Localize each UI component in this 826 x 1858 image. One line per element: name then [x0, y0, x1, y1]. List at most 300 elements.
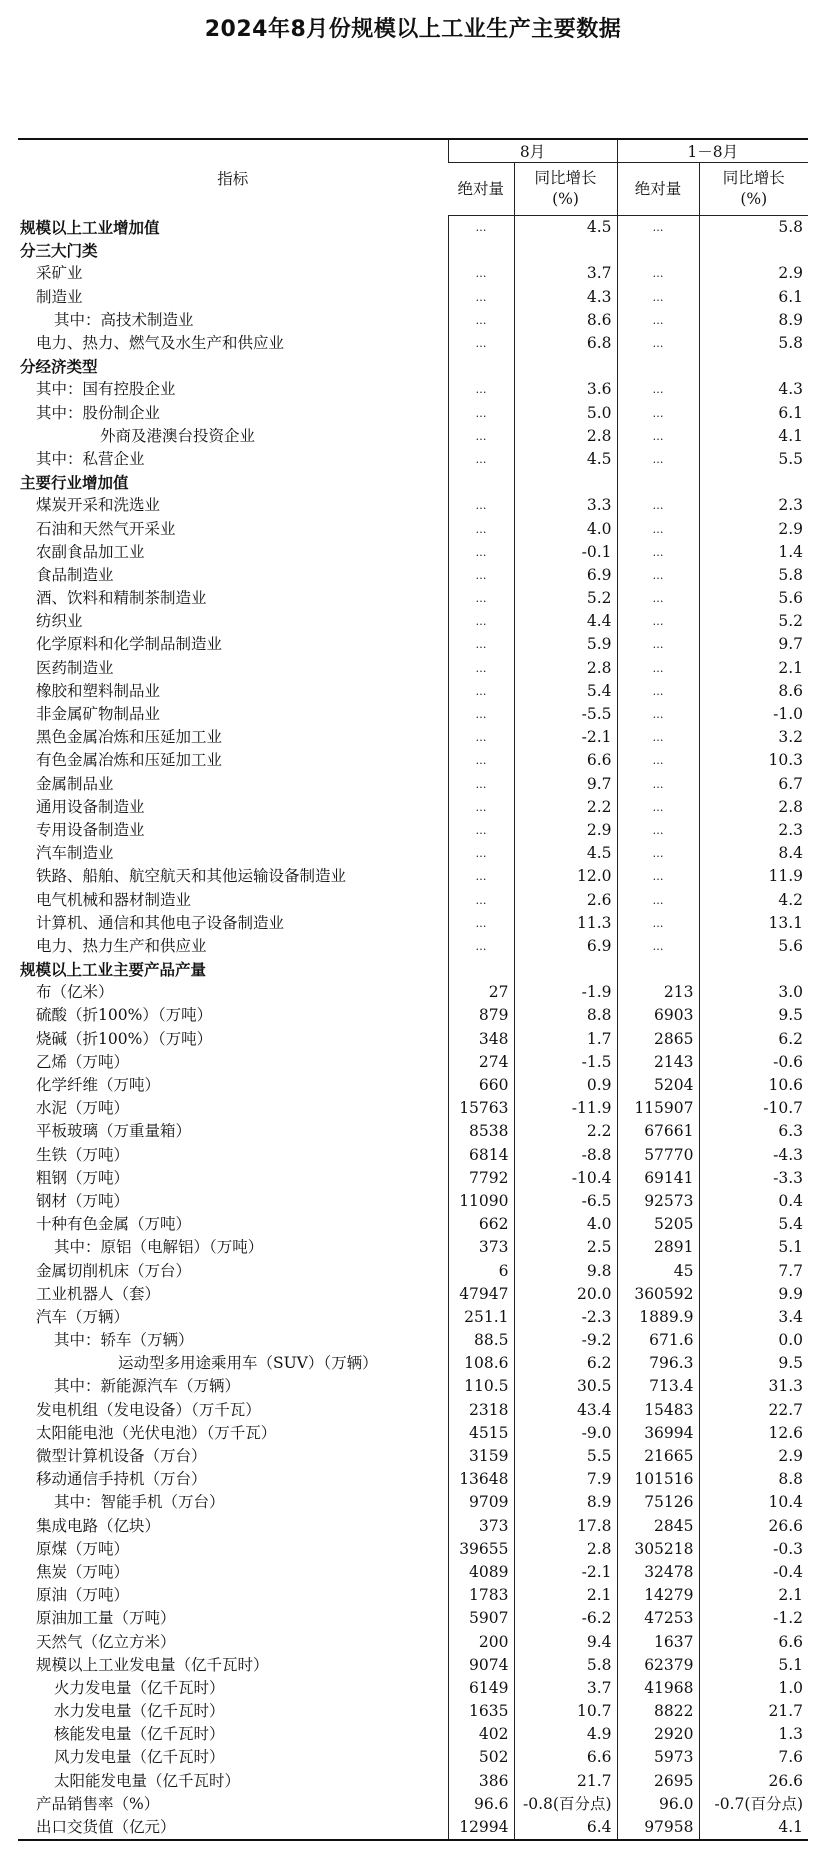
yoy-cum-cell: 21.7 — [699, 1700, 808, 1723]
yoy-aug-cell: 2.2 — [514, 796, 617, 819]
abs-cum-cell — [617, 471, 699, 494]
abs-aug-cell: 108.6 — [448, 1352, 514, 1375]
abs-cum-cell: 2891 — [617, 1236, 699, 1259]
table-row — [18, 378, 808, 401]
table-row — [18, 633, 808, 656]
table-row — [18, 448, 808, 471]
abs-cum-cell: … — [617, 587, 699, 610]
row-label: 焦炭（万吨） — [36, 1562, 130, 1581]
table-row — [18, 1028, 808, 1051]
abs-aug-cell: 88.5 — [448, 1329, 514, 1352]
yoy-aug-cell: 4.5 — [514, 842, 617, 865]
row-label: 通用设备制造业 — [36, 797, 145, 816]
abs-cum-cell: … — [617, 819, 699, 842]
row-label: 烧碱（折100%）（万吨） — [36, 1029, 213, 1048]
yoy-aug-cell — [514, 355, 617, 378]
row-label: 其中：股份制企业 — [36, 403, 161, 422]
table-row — [18, 1329, 808, 1352]
yoy-aug-cell: 20.0 — [514, 1283, 617, 1306]
table-row — [18, 773, 808, 796]
yoy-cum-cell — [699, 471, 808, 494]
abs-aug-cell: 251.1 — [448, 1306, 514, 1329]
yoy-aug-cell: 4.0 — [514, 1213, 617, 1236]
row-label: 平板玻璃（万重量箱） — [36, 1122, 192, 1141]
row-label: 微型计算机设备（万台） — [36, 1447, 207, 1466]
abs-cum-cell: 15483 — [617, 1399, 699, 1422]
table-row — [18, 1607, 808, 1630]
yoy-aug-cell — [514, 239, 617, 262]
row-label: 专用设备制造业 — [36, 820, 145, 839]
abs-aug-cell: … — [448, 680, 514, 703]
yoy-aug-cell: 4.5 — [514, 448, 617, 471]
yoy-aug-cell: -5.5 — [514, 703, 617, 726]
abs-aug-cell: 47947 — [448, 1283, 514, 1306]
row-label: 化学原料和化学制品制造业 — [36, 635, 223, 654]
table-row — [18, 726, 808, 749]
yoy-aug-cell: 0.9 — [514, 1074, 617, 1097]
abs-cum-cell: 796.3 — [617, 1352, 699, 1375]
row-label: 集成电路（亿块） — [36, 1516, 161, 1535]
row-label: 乙烯（万吨） — [36, 1052, 130, 1071]
table-body — [18, 216, 808, 1841]
abs-cum-cell: … — [617, 935, 699, 958]
yoy-cum-cell: 7.7 — [699, 1259, 808, 1282]
yoy-aug-cell: 8.6 — [514, 309, 617, 332]
row-label: 布（亿米） — [36, 983, 114, 1002]
yoy-cum-cell: -1.0 — [699, 703, 808, 726]
abs-cum-cell: … — [617, 332, 699, 355]
table-row — [18, 796, 808, 819]
header-abs-cum: 绝对量 — [617, 163, 699, 216]
abs-aug-cell: 5907 — [448, 1607, 514, 1630]
abs-aug-cell: … — [448, 425, 514, 448]
section-label: 主要行业增加值 — [20, 473, 129, 493]
row-label: 计算机、通信和其他电子设备制造业 — [36, 913, 285, 932]
table-row — [18, 819, 808, 842]
table-row — [18, 1352, 808, 1375]
abs-aug-cell: 6 — [448, 1259, 514, 1282]
yoy-cum-cell: 8.9 — [699, 309, 808, 332]
abs-cum-cell: 92573 — [617, 1190, 699, 1213]
header-yoy-cum-line1: 同比增长 — [722, 169, 785, 187]
table-row — [18, 1097, 808, 1120]
abs-cum-cell — [617, 239, 699, 262]
yoy-aug-cell: 2.1 — [514, 1584, 617, 1607]
abs-aug-cell: 96.6 — [448, 1793, 514, 1816]
abs-aug-cell: … — [448, 912, 514, 935]
table-row — [18, 749, 808, 772]
abs-aug-cell: 4089 — [448, 1561, 514, 1584]
section-row — [18, 239, 808, 262]
yoy-aug-cell: 5.9 — [514, 633, 617, 656]
abs-cum-cell: 2920 — [617, 1723, 699, 1746]
row-label: 医药制造业 — [36, 658, 114, 677]
yoy-aug-cell: 3.7 — [514, 262, 617, 285]
table-row — [18, 1468, 808, 1491]
row-label: 化学纤维（万吨） — [36, 1076, 161, 1095]
section-label: 规模以上工业增加值 — [20, 217, 160, 237]
abs-aug-cell: … — [448, 819, 514, 842]
table-row — [18, 1167, 808, 1190]
table-row — [18, 1236, 808, 1259]
section-row — [18, 471, 808, 494]
row-label: 汽车制造业 — [36, 844, 114, 863]
abs-cum-cell: … — [617, 564, 699, 587]
yoy-aug-cell: -6.5 — [514, 1190, 617, 1213]
table-row — [18, 1259, 808, 1282]
yoy-aug-cell: 2.9 — [514, 819, 617, 842]
data-table — [18, 138, 808, 1841]
abs-aug-cell: … — [448, 541, 514, 564]
yoy-cum-cell: -1.2 — [699, 1607, 808, 1630]
yoy-cum-cell: -0.3 — [699, 1538, 808, 1561]
abs-cum-cell: … — [617, 216, 699, 240]
abs-aug-cell: … — [448, 610, 514, 633]
abs-aug-cell: 7792 — [448, 1167, 514, 1190]
yoy-cum-cell: -0.4 — [699, 1561, 808, 1584]
header-yoy-aug-line1: 同比增长 — [534, 169, 597, 187]
abs-cum-cell: 5973 — [617, 1746, 699, 1769]
table-row — [18, 1004, 808, 1027]
abs-cum-cell: 671.6 — [617, 1329, 699, 1352]
row-label: 其中：新能源汽车（万辆） — [54, 1377, 241, 1396]
header-yoy-cum-line2: (%) — [740, 190, 768, 208]
abs-aug-cell — [448, 471, 514, 494]
header-yoy-cum — [699, 163, 808, 216]
yoy-aug-cell: 30.5 — [514, 1375, 617, 1398]
table-row — [18, 425, 808, 448]
abs-cum-cell: 2143 — [617, 1051, 699, 1074]
row-label: 十种有色金属（万吨） — [36, 1215, 192, 1234]
abs-aug-cell: 1635 — [448, 1700, 514, 1723]
abs-aug-cell: … — [448, 796, 514, 819]
yoy-aug-cell: 4.4 — [514, 610, 617, 633]
yoy-cum-cell: 4.1 — [699, 425, 808, 448]
table-row — [18, 1793, 808, 1816]
abs-cum-cell: … — [617, 888, 699, 911]
yoy-cum-cell: 4.3 — [699, 378, 808, 401]
yoy-cum-cell: -0.6 — [699, 1051, 808, 1074]
abs-aug-cell: 11090 — [448, 1190, 514, 1213]
table-row — [18, 1306, 808, 1329]
row-label: 原油加工量（万吨） — [36, 1609, 176, 1628]
header-period-august: 8月 — [448, 139, 617, 163]
abs-aug-cell: … — [448, 216, 514, 240]
table-row — [18, 494, 808, 517]
yoy-aug-cell: -2.1 — [514, 1561, 617, 1584]
table-row — [18, 262, 808, 285]
yoy-aug-cell: -2.3 — [514, 1306, 617, 1329]
table-row — [18, 865, 808, 888]
yoy-cum-cell: 9.5 — [699, 1352, 808, 1375]
abs-cum-cell: 67661 — [617, 1120, 699, 1143]
abs-cum-cell: 8822 — [617, 1700, 699, 1723]
abs-aug-cell: … — [448, 657, 514, 680]
abs-cum-cell: … — [617, 286, 699, 309]
yoy-aug-cell: -8.8 — [514, 1144, 617, 1167]
yoy-cum-cell: 6.7 — [699, 773, 808, 796]
row-label: 核能发电量（亿千瓦时） — [54, 1725, 225, 1744]
abs-cum-cell: … — [617, 448, 699, 471]
table-row — [18, 1213, 808, 1236]
yoy-aug-cell: 5.4 — [514, 680, 617, 703]
row-label: 石油和天然气开采业 — [36, 519, 176, 538]
row-label: 产品销售率（%） — [36, 1794, 160, 1813]
abs-cum-cell: … — [617, 262, 699, 285]
table-row — [18, 1422, 808, 1445]
yoy-aug-cell: -11.9 — [514, 1097, 617, 1120]
yoy-cum-cell: 0.4 — [699, 1190, 808, 1213]
abs-cum-cell: 2865 — [617, 1028, 699, 1051]
row-label: 其中：智能手机（万台） — [54, 1493, 225, 1512]
abs-cum-cell: … — [617, 726, 699, 749]
table-row — [18, 1816, 808, 1840]
yoy-cum-cell: 5.4 — [699, 1213, 808, 1236]
table-row — [18, 680, 808, 703]
abs-aug-cell: … — [448, 402, 514, 425]
row-label: 食品制造业 — [36, 565, 114, 584]
yoy-aug-cell: 9.7 — [514, 773, 617, 796]
yoy-aug-cell: 8.9 — [514, 1491, 617, 1514]
yoy-aug-cell: 17.8 — [514, 1515, 617, 1538]
yoy-cum-cell: 2.3 — [699, 819, 808, 842]
table-row — [18, 332, 808, 355]
yoy-aug-cell: 10.7 — [514, 1700, 617, 1723]
yoy-cum-cell: -10.7 — [699, 1097, 808, 1120]
table-row — [18, 703, 808, 726]
yoy-cum-cell: 6.1 — [699, 402, 808, 425]
yoy-cum-cell: 8.6 — [699, 680, 808, 703]
yoy-cum-cell: 4.2 — [699, 888, 808, 911]
yoy-aug-cell: -10.4 — [514, 1167, 617, 1190]
yoy-cum-cell: 13.1 — [699, 912, 808, 935]
row-label: 其中：国有控股企业 — [36, 380, 176, 399]
yoy-aug-cell: 21.7 — [514, 1770, 617, 1793]
section-label: 规模以上工业主要产品产量 — [20, 960, 207, 980]
abs-cum-cell: … — [617, 865, 699, 888]
yoy-cum-cell: -4.3 — [699, 1144, 808, 1167]
abs-aug-cell: … — [448, 332, 514, 355]
table-row — [18, 842, 808, 865]
row-label: 风力发电量（亿千瓦时） — [54, 1748, 225, 1767]
yoy-cum-cell: 5.5 — [699, 448, 808, 471]
yoy-aug-cell: 2.2 — [514, 1120, 617, 1143]
yoy-cum-cell: 7.6 — [699, 1746, 808, 1769]
section-label: 分三大门类 — [20, 241, 98, 261]
yoy-cum-cell: 8.4 — [699, 842, 808, 865]
abs-aug-cell: 402 — [448, 1723, 514, 1746]
yoy-cum-cell: 12.6 — [699, 1422, 808, 1445]
row-label: 生铁（万吨） — [36, 1145, 130, 1164]
abs-cum-cell: 1889.9 — [617, 1306, 699, 1329]
yoy-aug-cell: 6.8 — [514, 332, 617, 355]
yoy-aug-cell: 6.9 — [514, 564, 617, 587]
table-row — [18, 981, 808, 1004]
yoy-cum-cell — [699, 958, 808, 981]
yoy-cum-cell: 2.3 — [699, 494, 808, 517]
table-row — [18, 1584, 808, 1607]
table-row — [18, 1677, 808, 1700]
row-label: 工业机器人（套） — [36, 1284, 161, 1303]
header-indicator: 指标 — [18, 139, 448, 216]
row-label: 其中：轿车（万辆） — [54, 1331, 194, 1350]
abs-cum-cell: 101516 — [617, 1468, 699, 1491]
yoy-aug-cell — [514, 958, 617, 981]
abs-cum-cell: 62379 — [617, 1654, 699, 1677]
abs-aug-cell: … — [448, 842, 514, 865]
yoy-aug-cell: 6.6 — [514, 1746, 617, 1769]
row-label: 太阳能发电量（亿千瓦时） — [54, 1771, 241, 1790]
table-row — [18, 587, 808, 610]
abs-cum-cell: … — [617, 773, 699, 796]
row-label: 煤炭开采和洗选业 — [36, 496, 161, 515]
table-row — [18, 935, 808, 958]
abs-aug-cell: … — [448, 494, 514, 517]
row-label: 外商及港澳台投资企业 — [100, 426, 256, 445]
yoy-aug-cell: -0.8(百分点) — [514, 1793, 617, 1816]
yoy-cum-cell: 5.8 — [699, 332, 808, 355]
abs-cum-cell: … — [617, 796, 699, 819]
yoy-aug-cell: 5.2 — [514, 587, 617, 610]
yoy-cum-cell: 5.6 — [699, 587, 808, 610]
table-row — [18, 1190, 808, 1213]
abs-cum-cell — [617, 355, 699, 378]
table-row — [18, 1491, 808, 1514]
table-row — [18, 1283, 808, 1306]
yoy-aug-cell: 6.4 — [514, 1816, 617, 1840]
abs-aug-cell: … — [448, 773, 514, 796]
row-label: 农副食品加工业 — [36, 542, 145, 561]
yoy-aug-cell: 9.4 — [514, 1630, 617, 1653]
yoy-aug-cell: 3.3 — [514, 494, 617, 517]
abs-aug-cell: … — [448, 517, 514, 540]
row-label: 黑色金属冶炼和压延加工业 — [36, 728, 223, 747]
row-label: 橡胶和塑料制品业 — [36, 681, 161, 700]
table-row — [18, 1144, 808, 1167]
abs-cum-cell: 97958 — [617, 1816, 699, 1840]
header-abs-aug: 绝对量 — [448, 163, 514, 216]
table-row — [18, 1399, 808, 1422]
abs-aug-cell: 373 — [448, 1236, 514, 1259]
yoy-aug-cell: 7.9 — [514, 1468, 617, 1491]
table-row — [18, 402, 808, 425]
abs-aug-cell: 386 — [448, 1770, 514, 1793]
abs-cum-cell: 360592 — [617, 1283, 699, 1306]
row-label: 粗钢（万吨） — [36, 1168, 130, 1187]
abs-cum-cell: 1637 — [617, 1630, 699, 1653]
row-label: 出口交货值（亿元） — [18, 1816, 448, 1840]
abs-aug-cell: 348 — [448, 1028, 514, 1051]
yoy-aug-cell: 4.5 — [514, 216, 617, 240]
row-label: 非金属矿物制品业 — [36, 705, 161, 724]
abs-aug-cell: 15763 — [448, 1097, 514, 1120]
yoy-cum-cell: 6.1 — [699, 286, 808, 309]
abs-cum-cell: 213 — [617, 981, 699, 1004]
yoy-cum-cell: 5.2 — [699, 610, 808, 633]
yoy-cum-cell — [699, 355, 808, 378]
abs-cum-cell: 96.0 — [617, 1793, 699, 1816]
abs-cum-cell: … — [617, 541, 699, 564]
row-label: 硫酸（折100%）（万吨） — [36, 1006, 213, 1025]
table-row — [18, 517, 808, 540]
row-label: 发电机组（发电设备）（万千瓦） — [36, 1400, 261, 1419]
yoy-cum-cell: 6.6 — [699, 1630, 808, 1653]
abs-cum-cell: … — [617, 703, 699, 726]
row-label: 采矿业 — [36, 264, 83, 283]
abs-cum-cell: 21665 — [617, 1445, 699, 1468]
table-row — [18, 1561, 808, 1584]
row-label: 铁路、船舶、航空航天和其他运输设备制造业 — [36, 867, 347, 886]
abs-cum-cell: … — [617, 517, 699, 540]
abs-aug-cell: 6814 — [448, 1144, 514, 1167]
yoy-cum-cell: 10.3 — [699, 749, 808, 772]
table-row — [18, 1654, 808, 1677]
table-row — [18, 1515, 808, 1538]
yoy-cum-cell: 5.8 — [699, 564, 808, 587]
abs-aug-cell: … — [448, 286, 514, 309]
header-yoy-aug — [514, 163, 617, 216]
row-label: 金属制品业 — [36, 774, 114, 793]
abs-cum-cell: 5205 — [617, 1213, 699, 1236]
abs-cum-cell: … — [617, 680, 699, 703]
abs-cum-cell: … — [617, 657, 699, 680]
abs-cum-cell: 45 — [617, 1259, 699, 1282]
row-label: 其中：高技术制造业 — [54, 310, 194, 329]
row-label: 水泥（万吨） — [36, 1099, 130, 1118]
abs-cum-cell: 305218 — [617, 1538, 699, 1561]
yoy-cum-cell: 2.9 — [699, 1445, 808, 1468]
yoy-aug-cell: 8.8 — [514, 1004, 617, 1027]
yoy-aug-cell: 4.9 — [514, 1723, 617, 1746]
row-label: 天然气（亿立方米） — [36, 1632, 176, 1651]
abs-aug-cell: … — [448, 703, 514, 726]
abs-cum-cell: 32478 — [617, 1561, 699, 1584]
row-label: 制造业 — [36, 287, 83, 306]
table-row — [18, 888, 808, 911]
table-row — [18, 1538, 808, 1561]
yoy-cum-cell: 0.0 — [699, 1329, 808, 1352]
abs-aug-cell: 6149 — [448, 1677, 514, 1700]
abs-cum-cell: … — [617, 842, 699, 865]
yoy-cum-cell: 5.1 — [699, 1236, 808, 1259]
yoy-cum-cell: 9.7 — [699, 633, 808, 656]
abs-aug-cell: 39655 — [448, 1538, 514, 1561]
abs-cum-cell: … — [617, 494, 699, 517]
abs-cum-cell: … — [617, 610, 699, 633]
yoy-aug-cell: -9.0 — [514, 1422, 617, 1445]
row-label: 纺织业 — [36, 612, 83, 631]
abs-aug-cell: … — [448, 309, 514, 332]
yoy-aug-cell: 11.3 — [514, 912, 617, 935]
yoy-aug-cell: -6.2 — [514, 1607, 617, 1630]
abs-aug-cell: 373 — [448, 1515, 514, 1538]
yoy-aug-cell: 12.0 — [514, 865, 617, 888]
table-row — [18, 286, 808, 309]
row-label: 运动型多用途乘用车（SUV）（万辆） — [118, 1354, 378, 1373]
row-label: 电力、热力、燃气及水生产和供应业 — [36, 334, 285, 353]
row-label: 电力、热力生产和供应业 — [36, 936, 207, 955]
yoy-cum-cell — [699, 239, 808, 262]
yoy-cum-cell: 6.3 — [699, 1120, 808, 1143]
abs-cum-cell: 6903 — [617, 1004, 699, 1027]
yoy-cum-cell: 3.0 — [699, 981, 808, 1004]
section-label: 分经济类型 — [20, 357, 98, 377]
yoy-aug-cell: -0.1 — [514, 541, 617, 564]
abs-aug-cell: 660 — [448, 1074, 514, 1097]
yoy-aug-cell: -1.5 — [514, 1051, 617, 1074]
yoy-aug-cell: 3.6 — [514, 378, 617, 401]
yoy-cum-cell: 5.6 — [699, 935, 808, 958]
